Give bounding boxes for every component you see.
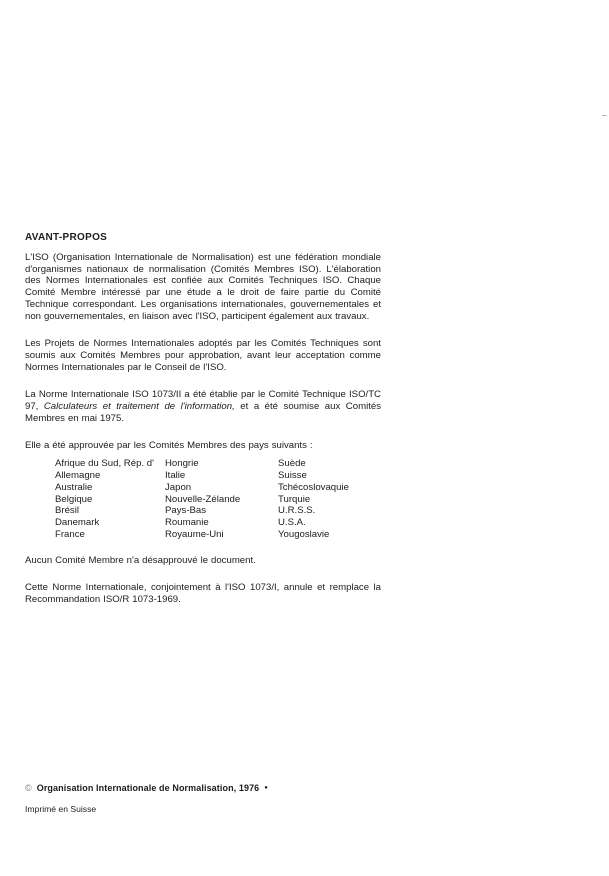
country-item: Nouvelle-Zélande (165, 493, 241, 505)
paragraph-norme-prefix: La Norme Internationale ISO 1073/II a été établie par le Comité Technique ISO/TC 97, (25, 389, 381, 413)
country-item: Danemark (55, 517, 100, 529)
footer-printed-note: Imprimé en Suisse (25, 804, 97, 814)
country-column-2 (165, 458, 278, 541)
country-item: Suisse (278, 469, 307, 481)
country-column-1 (55, 458, 165, 541)
country-item: France (55, 528, 85, 540)
paragraph-desapprouve: Aucun Comité Membre n'a désapprouvé le document. (25, 554, 256, 566)
paragraph-approbation-intro: Elle a été approuvée par les Comités Membres des pays suivants : (25, 440, 313, 452)
paragraph-remplace: Cette Norme Internationale, conjointement à l'ISO 1073/I, annule et remplace la Recommandation ISO/R 1073-1969. (25, 582, 381, 606)
country-item: Royaume-Uni (165, 528, 224, 540)
copyright-icon: © (25, 783, 32, 793)
country-item: Brésil (55, 505, 79, 517)
country-item: U.S.A. (278, 517, 306, 529)
paragraph-norme-internationale (25, 389, 381, 424)
paragraph-projets: Les Projets de Normes Internationales adoptés par les Comités Techniques sont soumis aux Comités Membres pour approbation, avant leur acceptation comme Normes Internationales par le Conseil de l'ISO. (25, 338, 381, 373)
country-item: Belgique (55, 493, 93, 505)
country-item: Hongrie (165, 458, 199, 470)
country-item: Afrique du Sud, Rép. d' (55, 458, 154, 470)
paragraph-norme-suffix: et a été soumise aux Comités Membres en mai 1975. (25, 401, 381, 424)
country-item: Italie (165, 469, 186, 481)
country-item: U.R.S.S. (278, 505, 316, 517)
country-item: Turquie (278, 493, 311, 505)
foreword-heading: AVANT-PROPOS (25, 232, 108, 243)
scan-artifact-mark (602, 115, 607, 116)
country-item: Australie (55, 481, 93, 493)
footer-copyright-text: Organisation Internationale de Normalisation, 1976 (36, 783, 260, 793)
country-item: Suède (278, 458, 306, 470)
bullet-icon: ● (264, 784, 269, 791)
paragraph-norme-committee-title: Calculateurs et traitement de l'information, (43, 401, 235, 413)
paragraph-iso-description: L'ISO (Organisation Internationale de Normalisation) est une fédération mondiale d'organismes nationaux de normalisation (Comités Membres ISO). L'élaboration des Normes Internationales est confiée aux Comités Techniques ISO. Chaque Comité Membre intéressé par une étude a le droit de faire partie du Comité Technique correspondant. Les organisations internationales, gouvernementales et non gouvernementales, en liaison avec l'ISO, participent également aux travaux. (25, 252, 381, 322)
footer-copyright-line (25, 783, 268, 793)
country-item: Allemagne (55, 469, 101, 481)
country-item: Tchécoslovaquie (278, 481, 349, 493)
country-item: Roumanie (165, 517, 209, 529)
country-item: Pays-Bas (165, 505, 207, 517)
foreword-content (25, 232, 381, 622)
country-list (25, 458, 381, 541)
country-item: Japon (165, 481, 192, 493)
country-item: Yougoslavie (278, 528, 330, 540)
country-column-3 (278, 458, 381, 541)
